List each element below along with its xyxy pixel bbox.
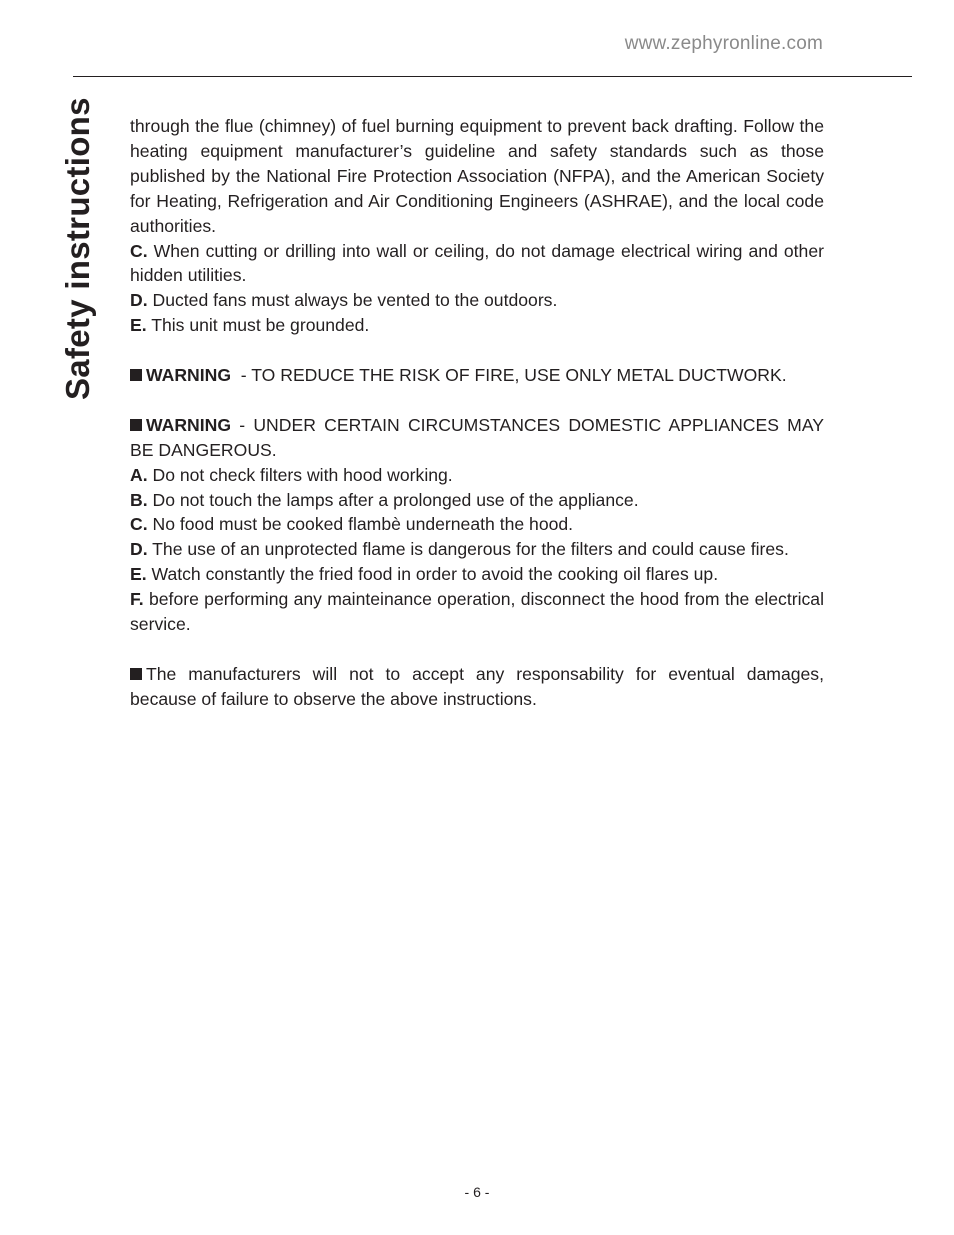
list-item [130, 587, 824, 637]
list-item [130, 537, 824, 562]
item-text: The use of an unprotected flame is dangerous for the filters and could cause fires. [147, 539, 789, 560]
item-label: C. [130, 240, 148, 261]
item-label: E. [130, 564, 147, 585]
item-label: E. [130, 315, 147, 336]
warning-ductwork [130, 363, 824, 388]
square-bullet-icon [130, 419, 142, 431]
item-label: A. [130, 464, 148, 485]
spacer [130, 388, 824, 413]
warning-label: WARNING [146, 365, 232, 386]
list-item [130, 239, 824, 289]
square-bullet-icon [130, 369, 142, 381]
item-text: Do not touch the lamps after a prolonged use of the appliance. [147, 489, 639, 510]
item-label: D. [130, 539, 148, 560]
item-label: B. [130, 489, 148, 510]
disclaimer-text: The manufacturers will not to accept any responsability for eventual damages, because of failure to observe the above instructions. [130, 663, 824, 709]
item-label: F. [130, 589, 144, 610]
header-divider [73, 76, 912, 77]
item-label: C. [130, 514, 148, 535]
list-item [130, 288, 824, 313]
list-item [130, 562, 824, 587]
item-text: Ducted fans must always be vented to the outdoors. [147, 290, 558, 311]
section-side-title: Safety instructions [59, 97, 96, 400]
spacer [130, 338, 824, 363]
item-text: before performing any mainteinance operation, disconnect the hood from the electrical service. [130, 589, 824, 635]
list-item [130, 313, 824, 338]
item-text: When cutting or drilling into wall or ceiling, do not damage electrical wiring and other hidden utilities. [130, 240, 824, 286]
list-item [130, 488, 824, 513]
page-number: - 6 - [464, 1184, 490, 1200]
list-item [130, 463, 824, 488]
item-text: No food must be cooked flambè underneath the hood. [147, 514, 574, 535]
disclaimer-paragraph [130, 662, 824, 712]
item-text: Do not check filters with hood working. [147, 464, 453, 485]
warning-text: - TO REDUCE THE RISK OF FIRE, USE ONLY METAL DUCTWORK. [231, 365, 787, 386]
warning-label: WARNING [146, 414, 232, 435]
spacer [130, 637, 824, 662]
website-url: www.zephyronline.com [624, 33, 823, 54]
safety-content [130, 114, 824, 712]
intro-paragraph: through the flue (chimney) of fuel burning equipment to prevent back drafting. Follow the heating equipment manufacturer’s guideline and safety standards such as those published by the National Fire Protection Association (NFPA), and the American Society for Heating, Refrigeration and Air Conditioning Engineers (ASHRAE), and the local code authorities. [130, 116, 824, 236]
warning-text: - UNDER CERTAIN CIRCUMSTANCES DOMESTIC APPLIANCES MAY BE DANGEROUS. [130, 414, 824, 460]
warning-appliances [130, 413, 824, 463]
item-text: Watch constantly the fried food in order to avoid the cooking oil flares up. [146, 564, 719, 585]
item-label: D. [130, 290, 148, 311]
square-bullet-icon [130, 668, 142, 680]
item-text: This unit must be grounded. [146, 315, 370, 336]
list-item [130, 512, 824, 537]
